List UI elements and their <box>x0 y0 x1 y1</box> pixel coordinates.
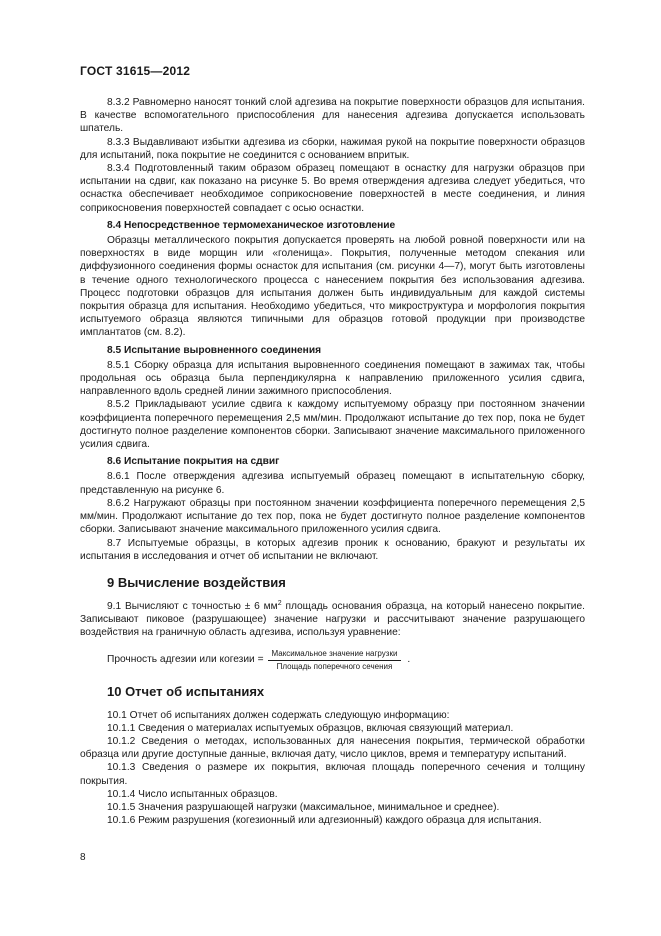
paragraph-8-3-3: 8.3.3 Выдавливают избытки адгезива из сборки, нажимая рукой на покрытие поверхности образцов для испытаний, пока покрытие не соединится с основанием впритык. <box>80 136 585 161</box>
heading-section-10: 10 Отчет об испытаниях <box>107 683 265 699</box>
paragraph-8-5-2: 8.5.2 Прикладывают усилие сдвига к каждому испытуемому образцу при постоянном значении коэффициента поперечного перемещения 2,5 мм/мин. Продолжают испытание до тех пор, пока не будет достигнуто полное разделение компонентов сборки. Записывают значение максимального приложенного усилия сдвига. <box>80 399 585 451</box>
paragraph-8-3-2: 8.3.2 Равномерно наносят тонкий слой адгезива на покрытие поверхности образцов для испытания. В качестве вспомогательного приспособления для нанесения адгезива допускается использовать шпатель. <box>80 97 585 135</box>
heading-section-9: 9 Вычисление воздействия <box>107 574 286 590</box>
paragraph-10-1-1: 10.1.1 Сведения о материалах испытуемых образцов, включая связующий материал. <box>107 722 514 734</box>
paragraph-10-1-6: 10.1.6 Режим разрушения (когезионный или адгезионный) каждого образца для испытания. <box>107 815 542 827</box>
heading-8-4: 8.4 Непосредственное термомеханическое изготовление <box>107 219 396 231</box>
paragraph-10-1-2: 10.1.2 Сведения о методах, использованных для нанесения покрытия, термической обработки образца или другие доступные данные, включая дату, число циклов, время и температуру испытаний. <box>80 735 585 761</box>
paragraph-8-3-4: 8.3.4 Подготовленный таким образом образец помещают в оснастку для нагрузки образцов при испытании на сдвиг, как показано на рисунке 5. Во время отверждения адгезива следует убедиться, что оснастка обеспечивает необходимое соприкосновение поверхностей в месте соединения, и линия соприкосновения поверхностей совпадает с осью оснастки. <box>80 163 585 214</box>
paragraph-10-1: 10.1 Отчет об испытаниях должен содержать следующую информацию: <box>107 709 450 721</box>
document-body <box>80 96 585 827</box>
heading-8-5: 8.5 Испытание выровненного соединения <box>107 344 322 356</box>
page-number: 8 <box>80 852 86 863</box>
formula-fraction <box>268 649 402 672</box>
paragraph-9-1 <box>80 600 585 640</box>
strength-formula <box>80 649 585 672</box>
formula-lhs: Прочность адгезии или когезии = <box>107 654 264 666</box>
paragraph-8-4: Образцы металлического покрытия допускается проверять на любой ровной поверхности или на поверхностях в виде морщин или «голенища». Покрытия, полученные методом спекания или диффузионного соединения формы оснасток для испытания (см. рисунки 4—7), могут быть изготовлены в течение одного технологического процесса с нанесением покрытия без использования адгезива. Процесс подготовки образцов для испытания должен быть индивидуальным для каждой системы покрытия образца для испытания. Необходимо убедиться, что микроструктура и морфология покрытия испытуемого образца являются типичными для образцов готовой продукции при производстве имплантатов (см. 8.2). <box>80 235 585 339</box>
formula-end: . <box>407 654 411 666</box>
paragraph-10-1-4: 10.1.4 Число испытанных образцов. <box>107 788 278 800</box>
paragraph-10-1-5: 10.1.5 Значения разрушающей нагрузки (максимальное, минимальное и среднее). <box>107 801 500 813</box>
formula-denominator: Площадь поперечного сечения <box>276 661 393 671</box>
paragraph-8-5-1: 8.5.1 Сборку образца для испытания выровненного соединения помещают в зажимах так, чтобы продольная ось образца была перпендикулярна к направлению приложенного усилия сдвига, направленного вдоль средней линии зажимного приспособления. <box>80 359 585 398</box>
superscript-2: 2 <box>277 599 282 607</box>
document-header: ГОСТ 31615—2012 <box>80 64 191 78</box>
paragraph-8-6-1: 8.6.1 После отверждения адгезива испытуемый образец помещают в испытательную сборку, представленную на рисунке 6. <box>80 471 585 496</box>
formula-numerator: Максимальное значение нагрузки <box>268 649 402 661</box>
paragraph-9-1-part-b: площадь основания образца, на который нанесено покрытие. Записывают пиковое (разрушающее) значение нагрузки и рассчитывают значение разрушающего воздействия на граничную область адгезива, используя уравнение: <box>80 600 585 639</box>
paragraph-10-1-3: 10.1.3 Сведения о размере их покрытия, включая площадь поперечного сечения и толщину покрытия. <box>80 762 585 787</box>
paragraph-8-7: 8.7 Испытуемые образцы, в которых адгезив проник к основанию, бракуют и результаты их испытания в исследования и отчет об испытании не включают. <box>80 537 585 562</box>
heading-8-6: 8.6 Испытание покрытия на сдвиг <box>107 456 280 468</box>
paragraph-8-6-2: 8.6.2 Нагружают образцы при постоянном значении коэффициента поперечного перемещения 2,5 мм/мин. Продолжают испытание до тех пор, пока не будет достигнуто полное разделение компонентов сборки. Записывают значение максимального приложенного усилия сдвига. <box>80 497 585 536</box>
paragraph-9-1-part-a: 9.1 Вычисляют с точностью ± 6 мм <box>107 600 278 612</box>
